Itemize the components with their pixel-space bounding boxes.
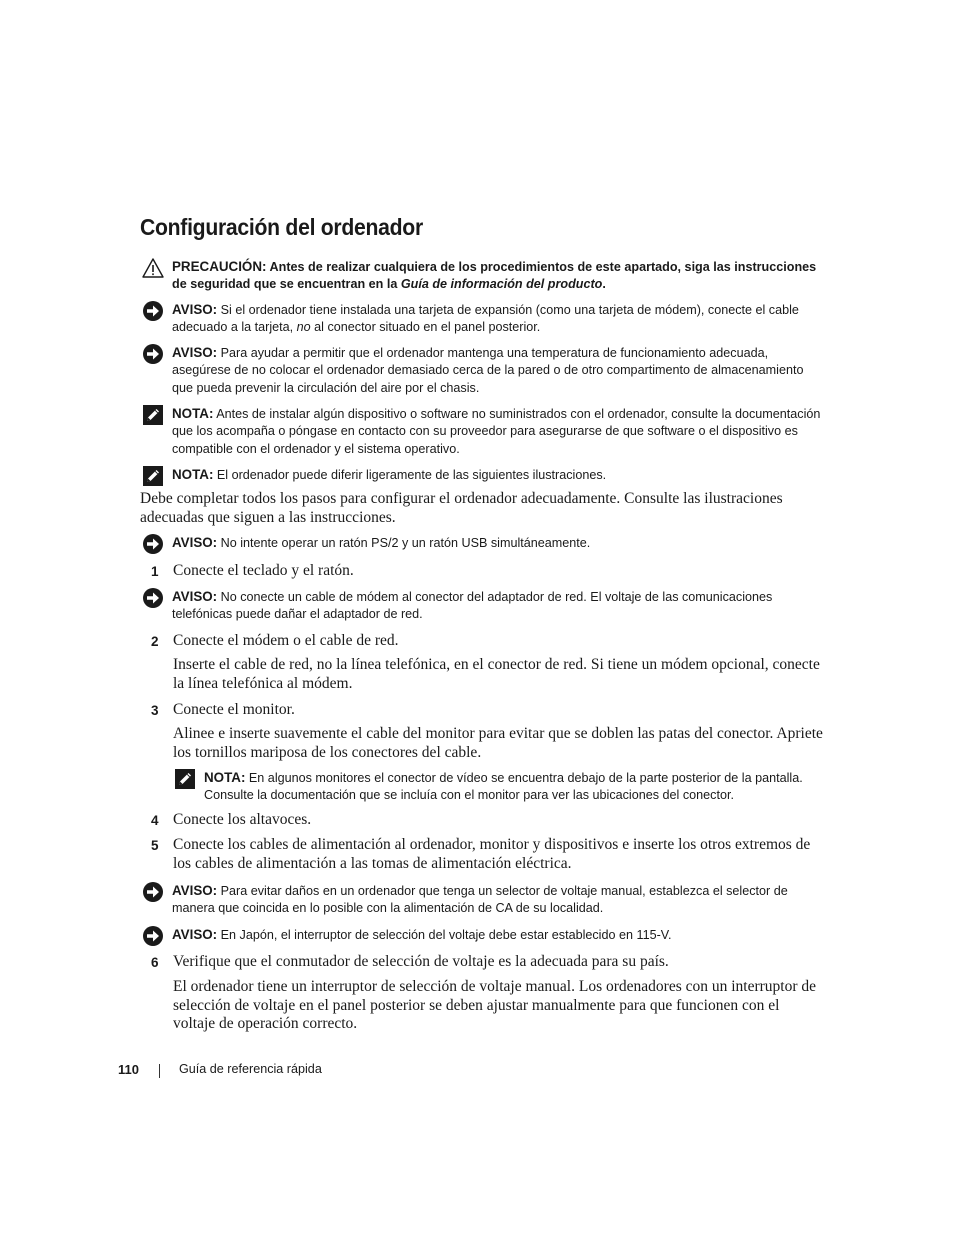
notice-text: Para ayudar a permitir que el ordenador mantenga una temperatura de funcionamiento adecuada, asegúrese de no colocar el ordenador demasiado cerca de la pared o de otro compartimento de almacenamiento que pueda prevenir la circulación del aire por el chasis. (172, 346, 804, 395)
note-pencil-icon (142, 465, 164, 487)
notice-text: No intente operar un ratón PS/2 y un ratón USB simultáneamente. (220, 536, 591, 550)
notice-label: AVISO: (172, 345, 218, 360)
note-label: NOTA: (204, 770, 246, 785)
step-number: 5 (151, 838, 159, 853)
notice-label: AVISO: (172, 589, 218, 604)
notice-block (142, 534, 822, 552)
step-text: Conecte los altavoces. (173, 811, 312, 828)
page-title: Configuración del ordenador (140, 214, 423, 240)
note-label: NOTA: (172, 467, 214, 482)
notice-arrow-icon (142, 343, 164, 365)
note-text: En algunos monitores el conector de vídeo se encuentra debajo de la parte posterior de la pantalla. Consulte la documentación que se incluía con el monitor para ver las ubicaciones del conector. (204, 771, 803, 803)
intro-paragraph: Debe completar todos los pasos para configurar el ordenador adecuadamente. Consulte las ilustraciones adecuadas que siguen a las instrucciones. (140, 490, 783, 526)
step-detail: Alinee e inserte suavemente el cable del monitor para evitar que se doblen las patas del conector. Apriete los tornillos mariposa de los conectores del cable. (173, 725, 823, 761)
note-block (174, 769, 814, 805)
note-pencil-icon (142, 404, 164, 426)
notice-label: AVISO: (172, 535, 218, 550)
caution-text: Antes de realizar cualquiera de los procedimientos de este apartado, siga las instrucciones de seguridad que se encuentran en la (172, 260, 817, 292)
notice-block (142, 344, 822, 397)
notice-text-end: al conector situado en el panel posterior. (314, 320, 541, 335)
notice-text: Para evitar daños en un ordenador que tenga un selector de voltaje manual, establezca el selector de manera que coincida en lo posible con la alimentación de CA de su localidad. (172, 884, 788, 916)
notice-text: No conecte un cable de módem al conector del adaptador de red. El voltaje de las comunicaciones telefónicas puede dañar el adaptador de red. (172, 590, 773, 622)
step-text: Conecte el módem o el cable de red. (173, 632, 399, 649)
warning-triangle-icon (142, 257, 164, 279)
notice-text: En Japón, el interruptor de selección del voltaje debe estar establecido en 115-V. (220, 928, 672, 942)
notice-label: AVISO: (172, 927, 218, 942)
note-text: Antes de instalar algún dispositivo o software no suministrados con el ordenador, consulte la documentación que los acompaña o póngase en contacto con su proveedor para asegurarse de que software o el dispositivo es compatible con el ordenador y el sistema operativo. (172, 407, 821, 456)
footer-separator (159, 1064, 160, 1078)
step-number: 2 (151, 634, 159, 649)
note-pencil-icon (174, 768, 196, 790)
notice-text: Si el ordenador tiene instalada una tarjeta de expansión (como una tarjeta de módem), conecte el cable adecuado a la tarjeta, (172, 303, 799, 335)
step-text: Verifique que el conmutador de selección de voltaje es la adecuada para su país. (173, 953, 669, 970)
notice-block (142, 926, 822, 944)
notice-arrow-icon (142, 587, 164, 609)
notice-italic: no (296, 320, 311, 335)
notice-arrow-icon (142, 533, 164, 555)
notice-arrow-icon (142, 300, 164, 322)
notice-arrow-icon (142, 881, 164, 903)
step-number: 6 (151, 955, 159, 970)
notice-label: AVISO: (172, 883, 218, 898)
notice-block (142, 301, 822, 337)
caution-block (142, 258, 822, 294)
note-block (142, 466, 822, 484)
notice-arrow-icon (142, 925, 164, 947)
note-label: NOTA: (172, 406, 214, 421)
notice-block (142, 588, 822, 624)
notice-block (142, 882, 822, 918)
step-text: Conecte los cables de alimentación al ordenador, monitor y dispositivos e inserte los otros extremos de los cables de alimentación a las tomas de alimentación eléctrica. (173, 836, 811, 872)
step-number: 1 (151, 564, 159, 579)
footer-doc-title: Guía de referencia rápida (179, 1062, 322, 1076)
caution-text-end: . (602, 277, 606, 292)
note-block (142, 405, 822, 458)
step-number: 4 (151, 813, 159, 828)
step-text: Conecte el monitor. (173, 701, 295, 718)
step-detail: Inserte el cable de red, no la línea telefónica, en el conector de red. Si tiene un módem opcional, conecte la línea telefónica al módem. (173, 656, 820, 692)
step-number: 3 (151, 703, 159, 718)
caution-label: PRECAUCIÓN: (172, 259, 267, 274)
page-number: 110 (118, 1062, 139, 1077)
notice-label: AVISO: (172, 302, 218, 317)
note-text: El ordenador puede diferir ligeramente de las siguientes ilustraciones. (216, 468, 607, 482)
step-text: Conecte el teclado y el ratón. (173, 562, 354, 579)
caution-italic: Guía de información del producto (400, 277, 603, 292)
step-detail: El ordenador tiene un interruptor de selección de voltaje manual. Los ordenadores con un interruptor de selección de voltaje en el panel posterior se deben ajustar manualmente para que funcionen con el voltaje de operación correcto. (173, 978, 817, 1033)
